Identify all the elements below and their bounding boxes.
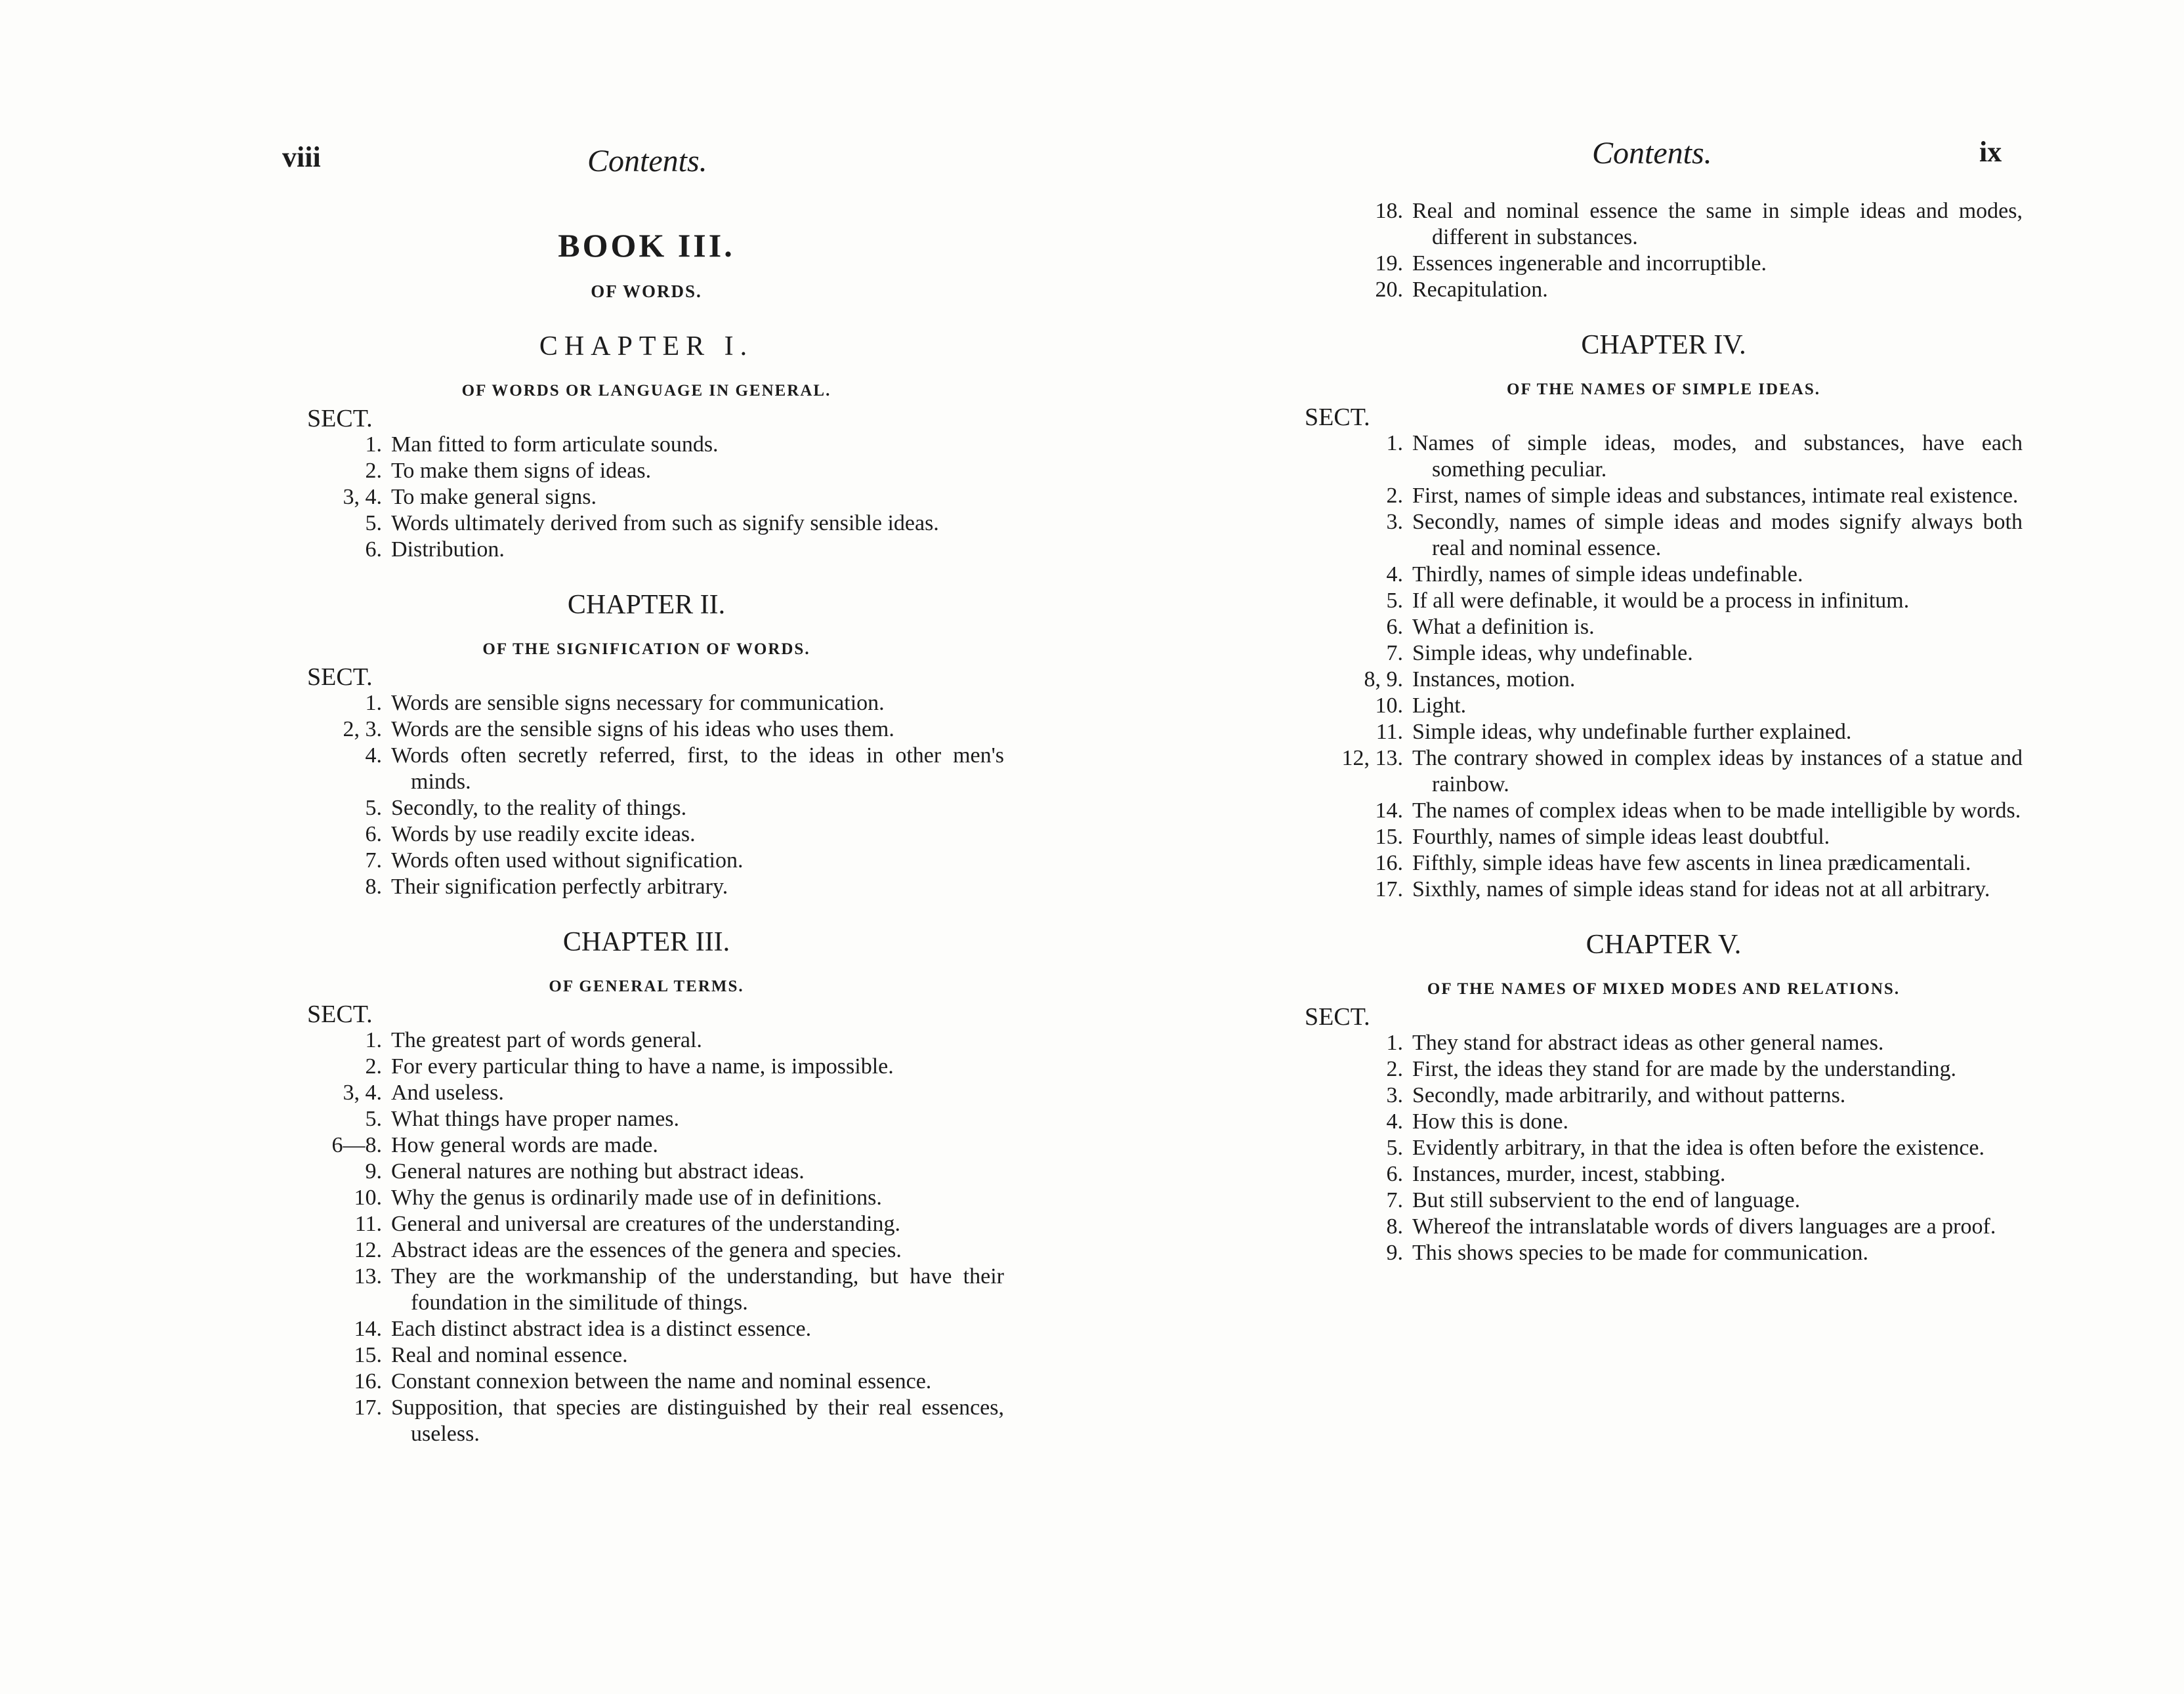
list-item: [1305, 1056, 2023, 1083]
list-item: [1305, 693, 2023, 719]
list-item: [289, 743, 1004, 795]
entry-text: But still subservient to the end of language.: [1412, 1188, 1801, 1212]
section-number: 16.: [1375, 851, 1403, 875]
left-column: [289, 224, 1004, 1447]
section-number: 1.: [365, 691, 382, 715]
entry-text: What things have proper names.: [391, 1107, 680, 1131]
entry-text: Evidently arbitrary, in that the idea is often before the existence.: [1412, 1136, 1985, 1160]
entry-text: Each distinct abstract idea is a distinct essence.: [391, 1317, 812, 1341]
entry-text: Words are sensible signs necessary for communication.: [391, 691, 885, 715]
section-number: 6.: [365, 537, 382, 562]
entry-text: Real and nominal essence.: [391, 1343, 628, 1367]
section-number: 2.: [1386, 1057, 1403, 1081]
list-item: [1305, 430, 2023, 483]
list-item: [1305, 614, 2023, 640]
list-item: [1305, 1083, 2023, 1109]
section-number: 17.: [354, 1395, 382, 1420]
entry-text: The names of complex ideas when to be made intelligible by words.: [1412, 798, 2021, 823]
section-number: 7.: [1386, 641, 1403, 665]
entry-text: Fifthly, simple ideas have few ascents in linea prædicamentali.: [1412, 851, 1971, 875]
section-number: 10.: [354, 1186, 382, 1210]
entry-text: Fourthly, names of simple ideas least doubtful.: [1412, 825, 1830, 849]
running-head: Contents.: [1592, 136, 1712, 171]
section-number: 12.: [354, 1238, 382, 1262]
entry-text: Their signification perfectly arbitrary.: [391, 875, 728, 899]
section-number: 7.: [1386, 1188, 1403, 1212]
list-item: [1305, 798, 2023, 824]
section-number: 3, 4.: [343, 485, 382, 509]
chapter-subtitle: OF GENERAL TERMS.: [549, 978, 744, 995]
section-number: 13.: [354, 1264, 382, 1289]
entry-list: [289, 1027, 1004, 1447]
section-number: 17.: [1375, 877, 1403, 901]
section-number: 2.: [365, 1054, 382, 1079]
right-column: [1305, 198, 2023, 1266]
section-number: 12, 13.: [1341, 746, 1403, 770]
section-number: 20.: [1375, 278, 1403, 302]
entry-list: [1305, 430, 2023, 903]
book-subtitle: OF WORDS.: [591, 281, 702, 301]
list-item: [289, 795, 1004, 821]
list-item: [1305, 1109, 2023, 1135]
sect-label: SECT.: [307, 405, 373, 432]
entry-text: To make them signs of ideas.: [391, 459, 652, 483]
list-item: [1305, 1161, 2023, 1188]
entry-list: [289, 690, 1004, 900]
entry-text: Essences ingenerable and incorruptible.: [1412, 251, 1767, 276]
list-item: [1305, 251, 2023, 277]
entry-text: To make general signs.: [391, 485, 597, 509]
entry-text: Secondly, names of simple ideas and modes signify always both real and nominal essence.: [1412, 510, 2023, 560]
list-item: [289, 1237, 1004, 1264]
list-item: [289, 848, 1004, 874]
section-number: 16.: [354, 1369, 382, 1394]
list-item: [1305, 640, 2023, 667]
entry-text: And useless.: [391, 1081, 504, 1105]
list-item: [1305, 1240, 2023, 1266]
list-item: [1305, 1135, 2023, 1161]
running-head: Contents.: [587, 144, 707, 178]
entry-text: Words are the sensible signs of his ideas who uses them.: [391, 717, 894, 741]
chapter-subtitle: OF THE NAMES OF MIXED MODES AND RELATIONS.: [1427, 980, 1900, 998]
list-item: [289, 1159, 1004, 1185]
section-number: 10.: [1375, 693, 1403, 718]
section-number: 14.: [1375, 798, 1403, 823]
book-title: BOOK III.: [558, 227, 735, 264]
entry-text: Instances, motion.: [1412, 667, 1576, 692]
entry-text: Names of simple ideas, modes, and substances, have each something peculiar.: [1412, 431, 2023, 482]
list-item: [289, 874, 1004, 900]
section-number: 14.: [354, 1317, 382, 1341]
chapter-4: [1305, 327, 2023, 903]
section-number: 5.: [365, 511, 382, 535]
entry-list: [1305, 1030, 2023, 1266]
section-number: 5.: [1386, 589, 1403, 613]
entry-text: Secondly, made arbitrarily, and without patterns.: [1412, 1083, 1846, 1107]
section-number: 18.: [1375, 199, 1403, 223]
list-item: [1305, 509, 2023, 562]
list-item: [289, 1211, 1004, 1237]
list-item: [289, 1342, 1004, 1369]
chapter-2: [289, 587, 1004, 900]
entry-text: Sixthly, names of simple ideas stand for ideas not at all arbitrary.: [1412, 877, 1990, 901]
sect-label: SECT.: [1305, 403, 1370, 431]
list-item: [289, 1395, 1004, 1447]
entry-text: What a definition is.: [1412, 615, 1595, 639]
page-number: ix: [1979, 136, 2002, 168]
section-number: 9.: [365, 1159, 382, 1184]
entry-text: How general words are made.: [391, 1133, 658, 1157]
entry-text: Simple ideas, why undefinable further explained.: [1412, 720, 1852, 744]
list-item: [289, 1106, 1004, 1132]
entry-text: Abstract ideas are the essences of the genera and species.: [391, 1238, 902, 1262]
list-item: [289, 1132, 1004, 1159]
entry-text: How this is done.: [1412, 1109, 1568, 1134]
entry-text: This shows species to be made for communication.: [1412, 1241, 1868, 1265]
list-item: [1305, 277, 2023, 303]
section-number: 1.: [365, 1028, 382, 1052]
entry-text: Real and nominal essence the same in simple ideas and modes, different in substances.: [1412, 199, 2023, 249]
list-item: [289, 716, 1004, 743]
section-number: 3.: [1386, 510, 1403, 534]
chapter-1: [289, 328, 1004, 563]
list-item: [1305, 719, 2023, 745]
list-item: [289, 821, 1004, 848]
section-number: 8.: [365, 875, 382, 899]
section-number: 4.: [1386, 1109, 1403, 1134]
chapter-3: [289, 924, 1004, 1447]
list-item: [1305, 1214, 2023, 1240]
entry-text: Why the genus is ordinarily made use of in definitions.: [391, 1186, 882, 1210]
list-item: [1305, 745, 2023, 798]
list-item: [289, 1369, 1004, 1395]
list-item: [289, 537, 1004, 563]
chapter-title: CHAPTER I.: [539, 331, 754, 362]
section-number: 5.: [365, 796, 382, 820]
section-number: 7.: [365, 848, 382, 873]
list-item: [289, 1185, 1004, 1211]
section-number: 15.: [354, 1343, 382, 1367]
section-number: 11.: [1376, 720, 1403, 744]
section-number: 4.: [365, 743, 382, 768]
chapter-title: CHAPTER III.: [562, 927, 730, 957]
section-number: 2, 3.: [343, 717, 382, 741]
entry-text: Man fitted to form articulate sounds.: [391, 432, 719, 457]
entry-text: Thirdly, names of simple ideas undefinable.: [1412, 562, 1803, 587]
entry-text: Constant connexion between the name and nominal essence.: [391, 1369, 932, 1394]
page-number: viii: [282, 141, 321, 173]
section-number: 2.: [365, 459, 382, 483]
list-item: [1305, 667, 2023, 693]
entry-text: Words by use readily excite ideas.: [391, 822, 696, 846]
list-item: [1305, 198, 2023, 251]
list-item: [289, 690, 1004, 716]
list-item: [1305, 588, 2023, 614]
entry-text: The contrary showed in complex ideas by instances of a statue and rainbow.: [1412, 746, 2023, 796]
entry-text: Supposition, that species are distinguished by their real essences, useless.: [391, 1395, 1004, 1446]
list-item: [1305, 483, 2023, 509]
section-number: 2.: [1386, 484, 1403, 508]
entry-text: Whereof the intranslatable words of divers languages are a proof.: [1412, 1214, 1996, 1239]
list-item: [1305, 850, 2023, 877]
sect-label: SECT.: [307, 1001, 373, 1028]
section-number: 6.: [1386, 1162, 1403, 1186]
chapter-5: [1305, 926, 2023, 1266]
entry-text: Words ultimately derived from such as signify sensible ideas.: [391, 511, 939, 535]
entry-text: Words often secretly referred, first, to the ideas in other men's minds.: [391, 743, 1004, 794]
entry-text: They are the workmanship of the understanding, but have their foundation in the similitude of things.: [391, 1264, 1004, 1315]
entry-text: The greatest part of words general.: [391, 1028, 702, 1052]
section-number: 6.: [1386, 615, 1403, 639]
entry-text: For every particular thing to have a name, is impossible.: [391, 1054, 894, 1079]
chapter-title: CHAPTER V.: [1586, 930, 1742, 960]
entry-text: Distribution.: [391, 537, 505, 562]
list-item: [289, 432, 1004, 458]
entry-text: General and universal are creatures of the understanding.: [391, 1212, 900, 1236]
entry-text: Instances, murder, incest, stabbing.: [1412, 1162, 1726, 1186]
list-item: [289, 1080, 1004, 1106]
entry-text: Words often used without signification.: [391, 848, 744, 873]
entry-text: First, the ideas they stand for are made by the understanding.: [1412, 1057, 1956, 1081]
section-number: 1.: [365, 432, 382, 457]
entry-text: If all were definable, it would be a process in infinitum.: [1412, 589, 1910, 613]
section-number: 8, 9.: [1364, 667, 1403, 692]
section-number: 6.: [365, 822, 382, 846]
section-number: 1.: [1386, 1031, 1403, 1055]
section-number: 4.: [1386, 562, 1403, 587]
list-item: [289, 1027, 1004, 1054]
list-item: [289, 484, 1004, 510]
list-item: [1305, 562, 2023, 588]
section-number: 11.: [354, 1212, 382, 1236]
list-item: [1305, 1188, 2023, 1214]
entry-text: Secondly, to the reality of things.: [391, 796, 687, 820]
section-number: 3.: [1386, 1083, 1403, 1107]
section-number: 8.: [1386, 1214, 1403, 1239]
entry-text: Simple ideas, why undefinable.: [1412, 641, 1693, 665]
continued-entry-list: [1305, 198, 2023, 303]
list-item: [289, 1316, 1004, 1342]
list-item: [1305, 877, 2023, 903]
entry-list: [289, 432, 1004, 563]
chapter-title: CHAPTER IV.: [1581, 330, 1746, 360]
section-number: 19.: [1375, 251, 1403, 276]
section-number: 1.: [1386, 431, 1403, 455]
list-item: [289, 1054, 1004, 1080]
list-item: [289, 458, 1004, 484]
section-number: 3, 4.: [343, 1081, 382, 1105]
section-number: 5.: [1386, 1136, 1403, 1160]
right-page: [1092, 0, 2184, 1694]
entry-text: General natures are nothing but abstract ideas.: [391, 1159, 805, 1184]
entry-text: They stand for abstract ideas as other general names.: [1412, 1031, 1884, 1055]
entry-text: First, names of simple ideas and substances, intimate real existence.: [1412, 484, 2019, 508]
section-number: 6—8.: [331, 1133, 382, 1157]
list-item: [1305, 824, 2023, 850]
list-item: [1305, 1030, 2023, 1056]
sect-label: SECT.: [307, 663, 373, 691]
chapter-title: CHAPTER II.: [567, 590, 726, 620]
chapter-subtitle: OF THE NAMES OF SIMPLE IDEAS.: [1507, 381, 1820, 398]
section-number: 5.: [365, 1107, 382, 1131]
section-number: 9.: [1386, 1241, 1403, 1265]
list-item: [289, 1264, 1004, 1316]
entry-text: Light.: [1412, 693, 1467, 718]
chapter-subtitle: OF THE SIGNIFICATION OF WORDS.: [482, 640, 810, 658]
sect-label: SECT.: [1305, 1003, 1370, 1031]
chapter-subtitle: OF WORDS OR LANGUAGE IN GENERAL.: [461, 382, 831, 400]
section-number: 15.: [1375, 825, 1403, 849]
entry-text: Recapitulation.: [1412, 278, 1548, 302]
list-item: [289, 510, 1004, 537]
